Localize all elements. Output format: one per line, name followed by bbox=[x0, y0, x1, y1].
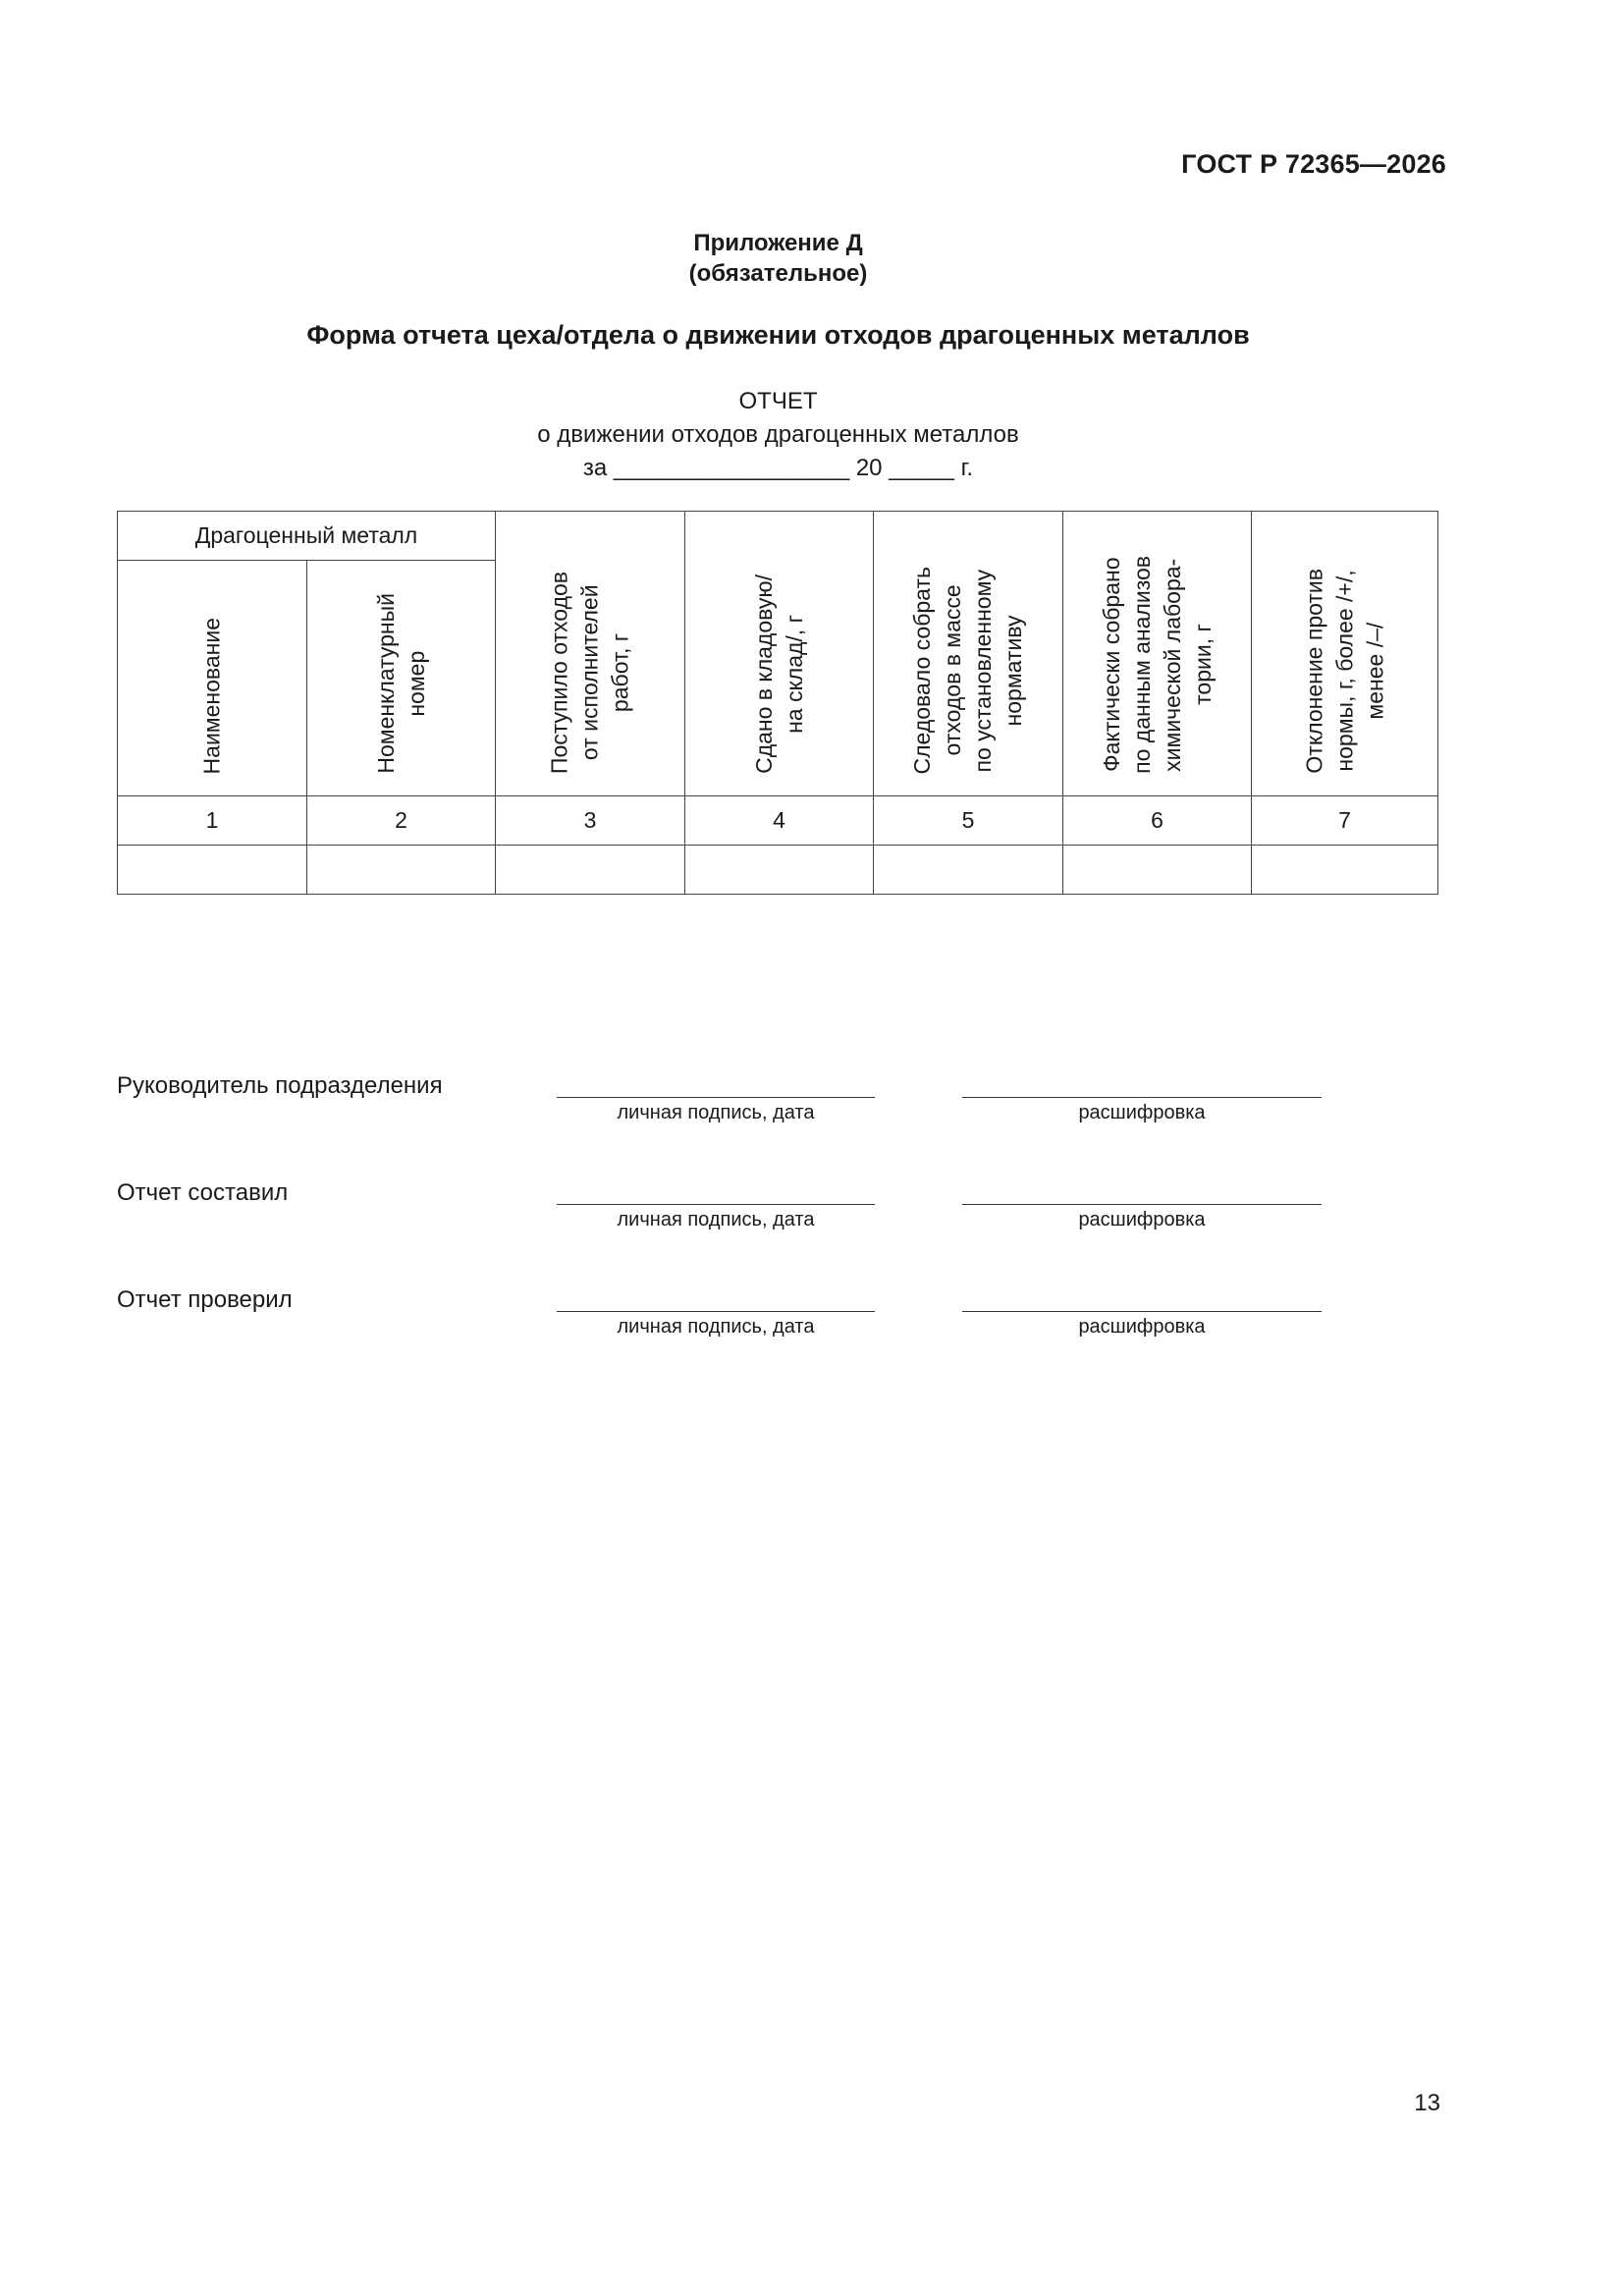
empty-cell[interactable] bbox=[118, 846, 307, 895]
name-caption: расшифровка bbox=[1078, 1209, 1206, 1230]
name-line[interactable] bbox=[962, 1097, 1322, 1098]
appendix-title: Приложение Д bbox=[693, 230, 863, 256]
column-number: 2 bbox=[307, 796, 496, 846]
empty-cell[interactable] bbox=[874, 846, 1063, 895]
report-form-table bbox=[117, 511, 1438, 895]
appendix-status: (обязательное) bbox=[688, 260, 868, 287]
table-numbers-row bbox=[118, 796, 1438, 846]
signature-caption: личная подпись, дата bbox=[617, 1102, 815, 1123]
column-number: 3 bbox=[496, 796, 685, 846]
column-number: 1 bbox=[118, 796, 307, 846]
form-title: Форма отчета цеха/отдела о движении отходов драгоценных металлов bbox=[306, 320, 1250, 350]
column-number: 6 bbox=[1063, 796, 1252, 846]
signature-line[interactable] bbox=[557, 1097, 875, 1098]
empty-cell[interactable] bbox=[1063, 846, 1252, 895]
report-subtitle: о движении отходов драгоценных металлов bbox=[537, 421, 1019, 448]
report-heading bbox=[0, 385, 1556, 485]
page-number: 13 bbox=[1414, 2090, 1440, 2116]
signature-caption: личная подпись, дата bbox=[617, 1316, 815, 1338]
name-line[interactable] bbox=[962, 1204, 1322, 1205]
column-number: 7 bbox=[1252, 796, 1438, 846]
column-number: 5 bbox=[874, 796, 1063, 846]
signature-caption: личная подпись, дата bbox=[617, 1209, 815, 1230]
column-header-6: Фактически собрано по данным анализов химической лабора- тории, г bbox=[1063, 512, 1252, 796]
name-line[interactable] bbox=[962, 1311, 1322, 1312]
report-period: за __________________ 20 _____ г. bbox=[582, 455, 974, 481]
column-header-4: Сдано в кладовую/ на склад/, г bbox=[685, 512, 874, 796]
column-number: 4 bbox=[685, 796, 874, 846]
signature-role-checker: Отчет проверил bbox=[117, 1286, 293, 1313]
column-header-5: Следовало собрать отходов в массе по установленному нормативу bbox=[874, 512, 1063, 796]
column-header-2: Номенклатурный номер bbox=[307, 561, 496, 796]
group-header-precious-metal: Драгоценный металл bbox=[118, 512, 496, 561]
report-title: ОТЧЕТ bbox=[738, 388, 818, 414]
signature-role-head: Руководитель подразделения bbox=[117, 1072, 443, 1099]
column-header-3: Поступило отходов от исполнителей работ, г bbox=[496, 512, 685, 796]
name-caption: расшифровка bbox=[1078, 1316, 1206, 1338]
signature-role-compiler: Отчет составил bbox=[117, 1179, 289, 1206]
empty-cell[interactable] bbox=[307, 846, 496, 895]
column-header-1: Наименование bbox=[118, 561, 307, 796]
appendix-heading bbox=[0, 228, 1556, 289]
signature-line[interactable] bbox=[557, 1311, 875, 1312]
signature-line[interactable] bbox=[557, 1204, 875, 1205]
empty-cell[interactable] bbox=[1252, 846, 1438, 895]
column-header-7: Отклонение против нормы, г, более /+/, менее /–/ bbox=[1252, 512, 1438, 796]
document-code: ГОСТ Р 72365—2026 bbox=[1181, 149, 1446, 179]
empty-cell[interactable] bbox=[685, 846, 874, 895]
empty-cell[interactable] bbox=[496, 846, 685, 895]
table-header-row bbox=[118, 512, 1438, 561]
name-caption: расшифровка bbox=[1078, 1102, 1206, 1123]
table-empty-data-row bbox=[118, 846, 1438, 895]
